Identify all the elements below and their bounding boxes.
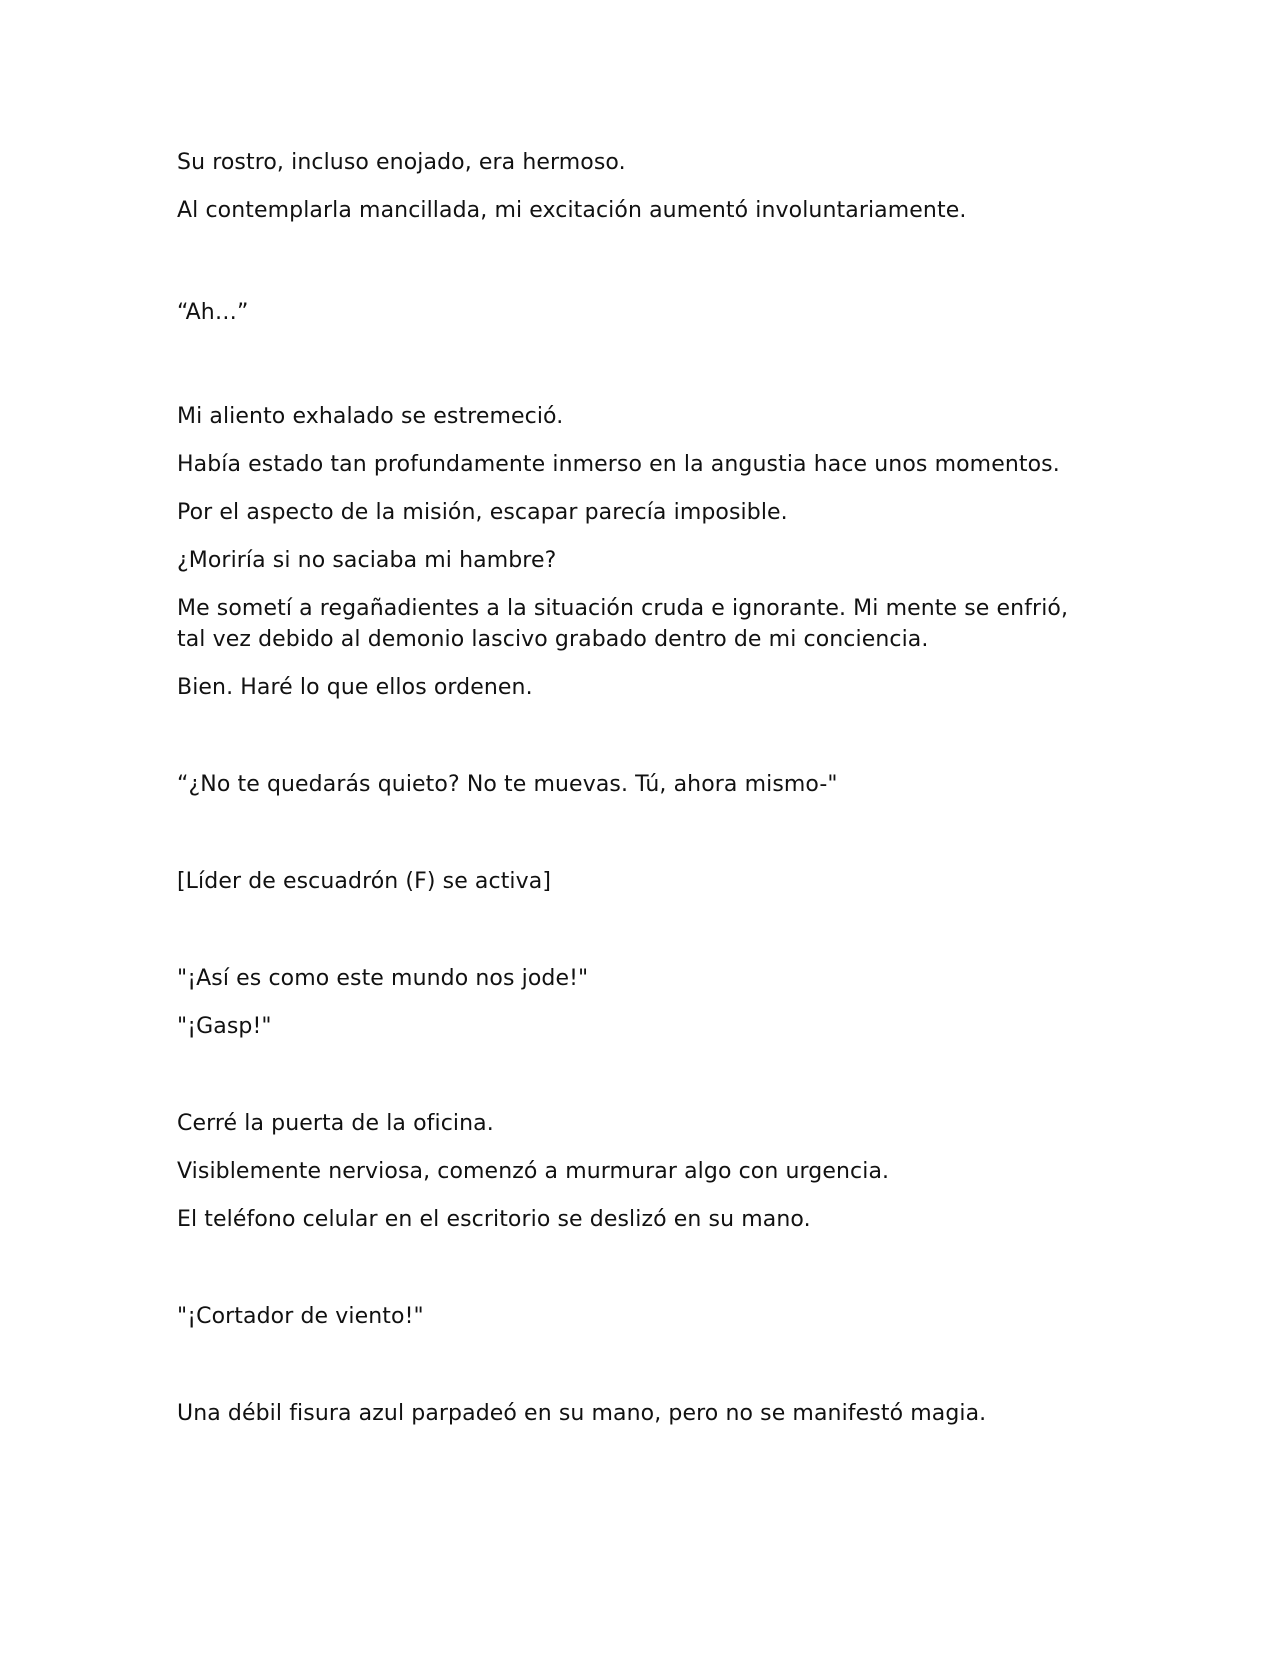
paragraph-3: “Ah…” bbox=[177, 300, 249, 325]
paragraph-12: "¡Así es como este mundo nos jode!" bbox=[177, 966, 589, 991]
paragraph-2: Al contemplarla mancillada, mi excitación aumentó involuntariamente. bbox=[177, 198, 967, 223]
paragraph-16: El teléfono celular en el escritorio se deslizó en su mano. bbox=[177, 1207, 811, 1232]
paragraph-14: Cerré la puerta de la oficina. bbox=[177, 1111, 494, 1136]
paragraph-5: Había estado tan profundamente inmerso en la angustia hace unos momentos. bbox=[177, 452, 1060, 477]
paragraph-10: “¿No te quedarás quieto? No te muevas. Tú, ahora mismo-" bbox=[177, 772, 838, 797]
paragraph-1: Su rostro, incluso enojado, era hermoso. bbox=[177, 150, 626, 175]
paragraph-7: ¿Moriría si no saciaba mi hambre? bbox=[177, 548, 557, 573]
paragraph-13: "¡Gasp!" bbox=[177, 1014, 272, 1039]
paragraph-11: [Líder de escuadrón (F) se activa] bbox=[177, 869, 552, 894]
paragraph-17: "¡Cortador de viento!" bbox=[177, 1304, 424, 1329]
paragraph-8: Me sometí a regañadientes a la situación cruda e ignorante. Mi mente se enfrió, tal vez debido al demonio lascivo grabado dentro de mi conciencia. bbox=[177, 596, 1069, 652]
paragraph-18: Una débil fisura azul parpadeó en su mano, pero no se manifestó magia. bbox=[177, 1401, 987, 1426]
paragraph-4: Mi aliento exhalado se estremeció. bbox=[177, 404, 564, 429]
paragraph-9: Bien. Haré lo que ellos ordenen. bbox=[177, 675, 533, 700]
paragraph-6: Por el aspecto de la misión, escapar parecía imposible. bbox=[177, 500, 788, 525]
paragraph-15: Visiblemente nerviosa, comenzó a murmurar algo con urgencia. bbox=[177, 1159, 890, 1184]
